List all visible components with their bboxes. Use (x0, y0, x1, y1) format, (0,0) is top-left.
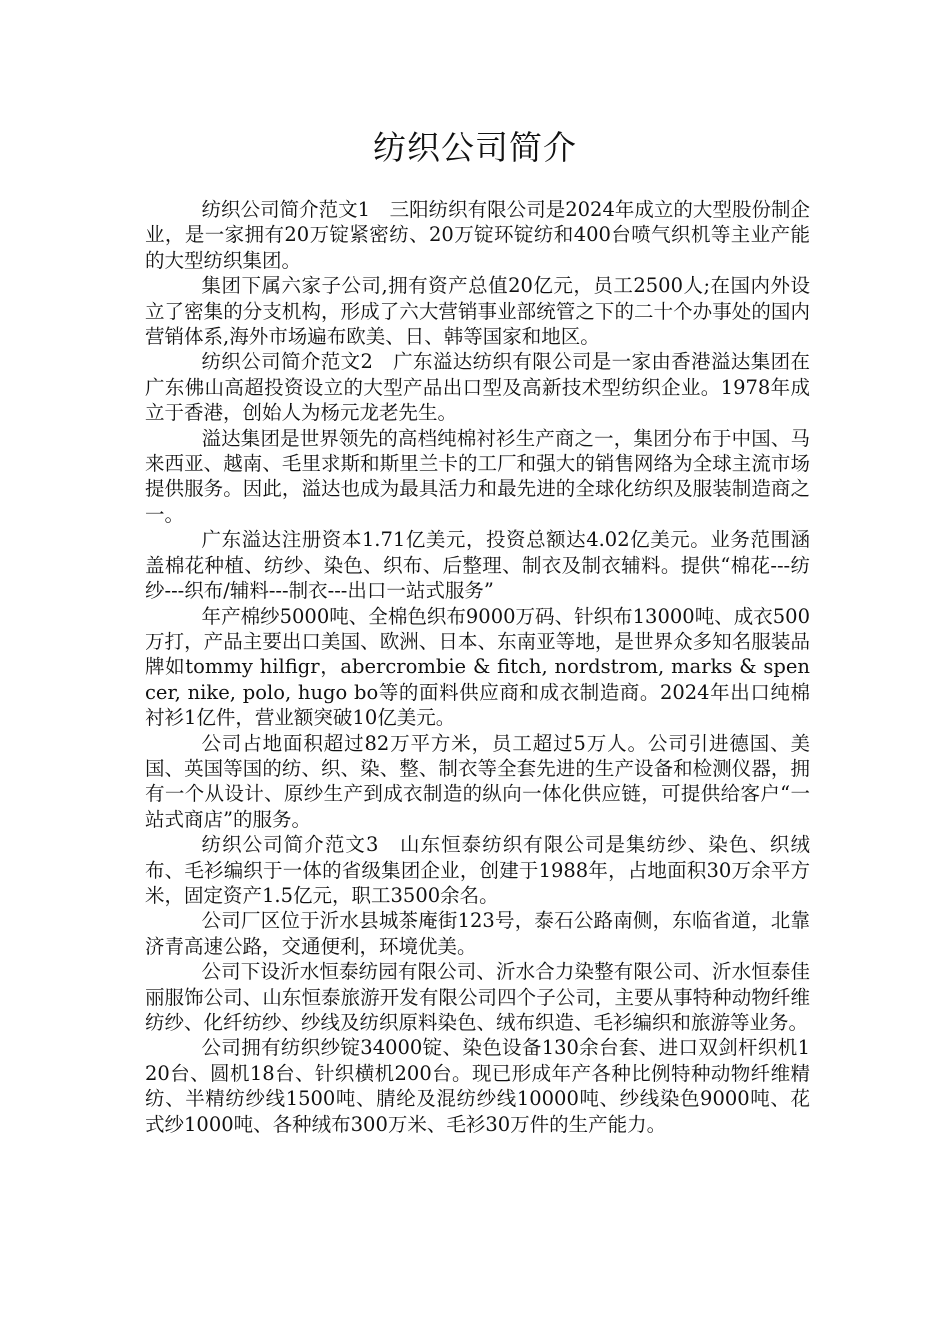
document-body (145, 197, 810, 1137)
paragraph: 公司厂区位于沂水县城茶庵街123号，泰石公路南侧，东临省道，北靠济青高速公路，交通便利，环境优美。 (145, 909, 810, 958)
paragraph: 公司拥有纺织纱锭34000锭、染色设备130余台套、进口双剑杆织机120台、圆机18台、针织横机200台。现已形成年产各种比例特种动物纤维精纺、半精纺纱线1500吨、腈纶及混纺纱线10000吨、纱线染色9000吨、花式纱1000吨、各种绒布300万米、毛衫30万件的生产能力。 (145, 1036, 810, 1136)
document-title: 纺织公司简介 (373, 128, 577, 167)
paragraph: 集团下属六家子公司,拥有资产总值20亿元，员工2500人;在国内外设立了密集的分支机构，形成了六大营销事业部统管之下的二十个办事处的国内营销体系,海外市场遍布欧美、日、韩等国家和地区。 (145, 274, 810, 349)
paragraph: 年产棉纱5000吨、全棉色织布9000万码、针织布13000吨、成衣500万打，产品主要出口美国、欧洲、日本、东南亚等地，是世界众多知名服装品牌如tommy hilfigr，abercrombie & fitch, nordstrom, marks & spencer, nike, polo, hugo bo等的面料供应商和成衣制造商。2024年出口纯棉衬衫1亿件，营业额突破10亿美元。 (145, 604, 810, 730)
paragraph: 纺织公司简介范文3 山东恒泰纺织有限公司是集纺纱、染色、织绒布、毛衫编织于一体的省级集团企业，创建于1988年，占地面积30万余平方米，固定资产1.5亿元，职工3500余名。 (145, 833, 810, 907)
paragraph: 纺织公司简介范文2 广东溢达纺织有限公司是一家由香港溢达集团在广东佛山高超投资设立的大型产品出口型及高新技术型纺织企业。1978年成立于香港，创始人为杨元龙老先生。 (145, 350, 810, 425)
paragraph: 公司占地面积超过82万平方米，员工超过5万人。公司引进德国、美国、英国等国的纺、织、染、整、制衣等全套先进的生产设备和检测仪器，拥有一个从设计、原纱生产到成衣制造的纵向一体化供应链，可提供给客户“一站式商店”的服务。 (145, 731, 810, 831)
paragraph: 公司下设沂水恒泰纺园有限公司、沂水合力染整有限公司、沂水恒泰佳丽服饰公司、山东恒泰旅游开发有限公司四个子公司，主要从事特种动物纤维纺纱、化纤纺纱、纱线及纺织原料染色、绒布织造、毛衫编织和旅游等业务。 (145, 960, 810, 1034)
paragraph: 纺织公司简介范文1 三阳纺织有限公司是2024年成立的大型股份制企业，是一家拥有20万锭紧密纺、20万锭环锭纺和400台喷气织机等主业产能的大型纺织集团。 (145, 198, 810, 272)
paragraph: 广东溢达注册资本1.71亿美元，投资总额达4.02亿美元。业务范围涵盖棉花种植、纺纱、染色、织布、后整理、制衣及制衣辅料。提供“棉花---纺纱---织布/辅料---制衣---出口一站式服务” (145, 528, 810, 603)
paragraph: 溢达集团是世界领先的高档纯棉衬衫生产商之一，集团分布于中国、马来西亚、越南、毛里求斯和斯里兰卡的工厂和强大的销售网络为全球主流市场提供服务。因此，溢达也成为最具活力和最先进的全球化纺织及服装制造商之一。 (145, 426, 810, 526)
